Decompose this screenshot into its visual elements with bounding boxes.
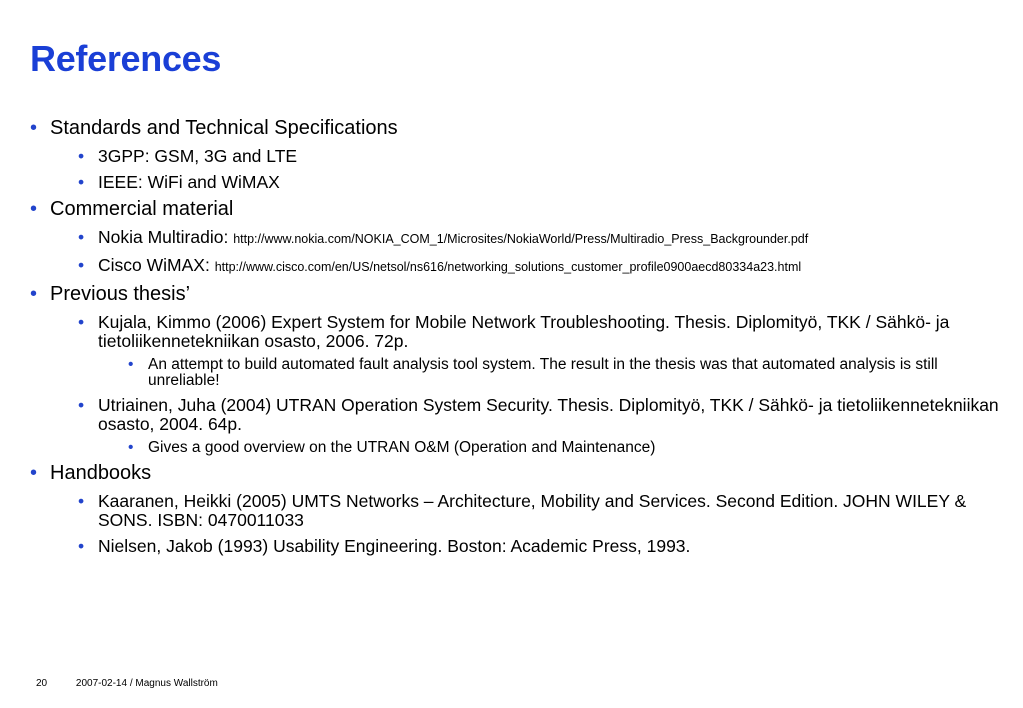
list-item-label: 3GPP: GSM, 3G and LTE: [98, 146, 298, 166]
bullet-icon: •: [78, 227, 85, 247]
list-item-cisco: [78, 256, 1005, 277]
bullet-icon: •: [78, 536, 85, 556]
slide-footer: [36, 678, 244, 689]
bullet-icon: •: [30, 462, 38, 484]
nokia-label: Nokia Multiradio:: [98, 227, 229, 247]
list-item-label: Kujala, Kimmo (2006) Expert System for Mobile Network Troubleshooting. Thesis. Diplomityö, TKK / Sähkö- ja tietoliikennetekniikan osasto, 2006. 72p.: [98, 312, 950, 351]
nokia-link[interactable]: http://www.nokia.com/NOKIA_COM_1/Microsites/NokiaWorld/Press/Multiradio_Press_Backgrounder.pdf: [233, 232, 809, 246]
list-item-3gpp: [78, 147, 1005, 166]
page-title: References: [30, 38, 222, 79]
bullet-icon: •: [78, 395, 85, 415]
list-item-utriainen-note: [128, 440, 1005, 456]
list-item-label: Kaaranen, Heikki (2005) UMTS Networks – Architecture, Mobility and Services. Second Edition. JOHN WILEY & SONS. ISBN: 0470011033: [98, 491, 967, 530]
list-item-nokia: [78, 228, 1005, 249]
list-item-utriainen: [78, 396, 1005, 434]
bullet-icon: •: [128, 356, 134, 373]
cisco-label: Cisco WiMAX:: [98, 255, 210, 275]
bullet-icon: •: [78, 491, 85, 511]
list-item-nielsen: [78, 537, 1005, 556]
bullet-icon: •: [78, 172, 85, 192]
reference-list: [30, 116, 1005, 556]
list-item-label: Previous thesis’: [50, 283, 191, 305]
list-item-ieee: [78, 173, 1005, 192]
bullet-icon: •: [78, 146, 85, 166]
list-item-label: Commercial material: [50, 198, 234, 220]
list-item-standards: [30, 116, 1005, 140]
bullet-icon: •: [128, 439, 134, 456]
bullet-icon: •: [78, 312, 85, 332]
list-item-thesis: [30, 282, 1005, 306]
list-item-label: Handbooks: [50, 462, 152, 484]
list-item-kaaranen: [78, 492, 1005, 530]
list-item-label: IEEE: WiFi and WiMAX: [98, 172, 280, 192]
page-number: 20: [36, 678, 48, 689]
list-item-kujala: [78, 313, 1005, 351]
footer-date-author: 2007-02-14 / Magnus Wallström: [75, 678, 218, 689]
bullet-icon: •: [78, 255, 85, 275]
list-item-label: An attempt to build automated fault analysis tool system. The result in the thesis was that automated analysis is still unreliable!: [148, 356, 938, 389]
list-item-label: Utriainen, Juha (2004) UTRAN Operation System Security. Thesis. Diplomityö, TKK / Sähkö- ja tietoliikennetekniikan osasto, 2004. 64p.: [98, 395, 999, 434]
list-item-handbooks: [30, 461, 1005, 485]
bullet-icon: •: [30, 117, 38, 139]
list-item-commercial: [30, 197, 1005, 221]
list-item-label: Nielsen, Jakob (1993) Usability Engineering. Boston: Academic Press, 1993.: [98, 536, 691, 556]
list-item-kujala-note: [128, 357, 1005, 389]
cisco-link[interactable]: http://www.cisco.com/en/US/netsol/ns616/networking_solutions_customer_profile0900aecd80334a23.html: [214, 260, 802, 274]
bullet-icon: •: [30, 283, 38, 305]
list-item-label: Standards and Technical Specifications: [50, 117, 398, 139]
list-item-label: Gives a good overview on the UTRAN O&M (Operation and Maintenance): [148, 439, 656, 456]
bullet-icon: •: [30, 198, 38, 220]
